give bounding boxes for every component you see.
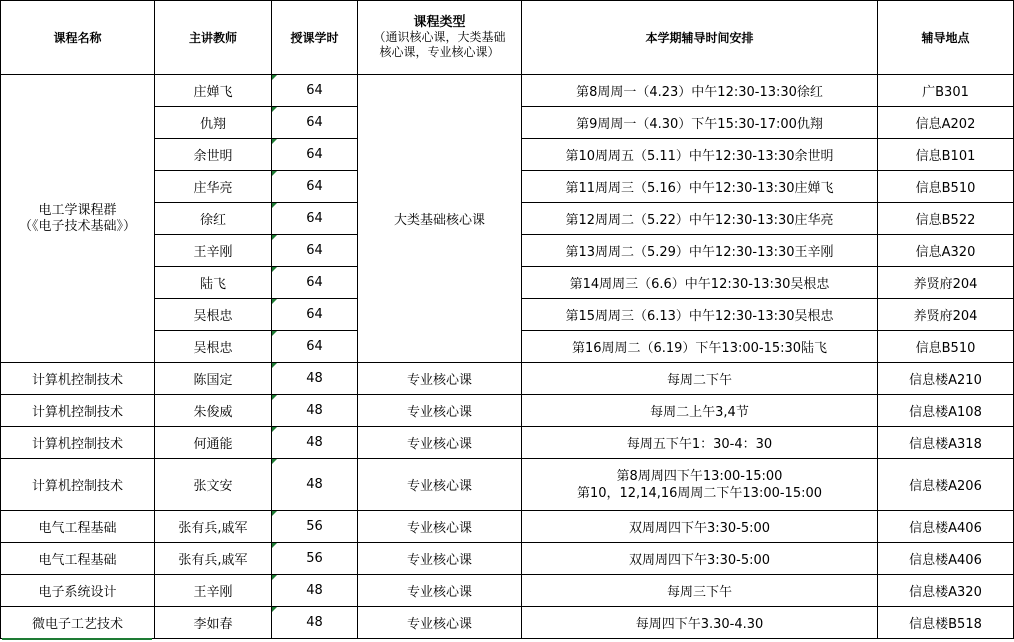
cell-hours[interactable]: 64 [272,299,358,331]
cell-schedule[interactable]: 第10周周五（5.11）中午12:30-13:30余世明 [522,139,878,171]
cell-hours[interactable]: 64 [272,267,358,299]
cell-course-type[interactable]: 专业核心课 [358,459,522,511]
cell-schedule[interactable]: 每周四下午3.30-4.30 [522,607,878,639]
cell-location[interactable]: 信息楼A320 [878,575,1014,607]
cell-hours[interactable]: 64 [272,235,358,267]
table-row [1,75,1014,107]
cell-location[interactable]: 信息B510 [878,171,1014,203]
course-group-name-line1: 电工学课程群 [38,202,117,218]
cell-teacher[interactable]: 王辛刚 [155,575,272,607]
cell-hours[interactable]: 48 [272,459,358,511]
cell-location[interactable]: 信息A202 [878,107,1014,139]
cell-schedule[interactable] [522,459,878,511]
cell-teacher[interactable]: 庄婵飞 [155,75,272,107]
cell-course[interactable]: 计算机控制技术 [1,459,155,511]
cell-hours[interactable]: 56 [272,543,358,575]
cell-hours[interactable]: 48 [272,427,358,459]
cell-schedule[interactable]: 第11周周三（5.16）中午12:30-13:30庄婵飞 [522,171,878,203]
cell-course-type-group[interactable]: 大类基础核心课 [358,75,522,363]
cell-course[interactable]: 计算机控制技术 [1,427,155,459]
cell-course-type[interactable]: 专业核心课 [358,363,522,395]
schedule-line-2: 第10，12,14,16周周二下午13:00-15:00 [576,485,823,501]
cell-location[interactable]: 信息楼A406 [878,511,1014,543]
table-row [1,459,1014,511]
cell-hours[interactable]: 64 [272,75,358,107]
cell-teacher[interactable]: 余世明 [155,139,272,171]
cell-schedule[interactable]: 第16周周二（6.19）下午13:00-15:30陆飞 [522,331,878,363]
cell-hours[interactable]: 64 [272,139,358,171]
cell-location[interactable]: 信息楼A318 [878,427,1014,459]
table-row [1,575,1014,607]
header-course-type[interactable] [358,1,522,75]
cell-teacher[interactable]: 何通能 [155,427,272,459]
table-row [1,543,1014,575]
cell-course-group[interactable] [1,75,155,363]
cell-hours[interactable]: 48 [272,575,358,607]
selection-border-fragment [2,638,152,640]
course-type-title: 课程类型 [413,15,466,30]
cell-location[interactable]: 广B301 [878,75,1014,107]
cell-teacher[interactable]: 王辛刚 [155,235,272,267]
cell-location[interactable]: 信息B510 [878,331,1014,363]
table-row [1,607,1014,639]
cell-hours[interactable]: 64 [272,203,358,235]
cell-schedule[interactable]: 每周二下午 [522,363,878,395]
cell-course[interactable]: 电气工程基础 [1,511,155,543]
schedule-line-1: 第8周周四下午13:00-15:00 [616,468,783,484]
cell-course[interactable]: 计算机控制技术 [1,363,155,395]
cell-location[interactable]: 信息楼A206 [878,459,1014,511]
cell-hours[interactable]: 64 [272,331,358,363]
cell-teacher[interactable]: 李如春 [155,607,272,639]
cell-teacher[interactable]: 朱俊威 [155,395,272,427]
table-row [1,363,1014,395]
cell-schedule[interactable]: 第15周周三（6.13）中午12:30-13:30吴根忠 [522,299,878,331]
header-location[interactable]: 辅导地点 [878,1,1014,75]
cell-location[interactable]: 信息楼A406 [878,543,1014,575]
cell-teacher[interactable]: 仇翔 [155,107,272,139]
cell-hours[interactable]: 48 [272,363,358,395]
cell-hours[interactable]: 64 [272,107,358,139]
course-group-name-line2: （《电子技术基础》） [18,218,136,234]
table-row [1,427,1014,459]
cell-hours[interactable]: 64 [272,171,358,203]
cell-course-type[interactable]: 专业核心课 [358,543,522,575]
cell-teacher[interactable]: 吴根忠 [155,331,272,363]
cell-schedule[interactable]: 第13周周二（5.29）中午12:30-13:30王辛刚 [522,235,878,267]
cell-schedule[interactable]: 双周周四下午3:30-5:00 [522,543,878,575]
cell-hours[interactable]: 56 [272,511,358,543]
cell-course[interactable]: 电子系统设计 [1,575,155,607]
cell-course-type[interactable]: 专业核心课 [358,607,522,639]
cell-location[interactable]: 信息楼A108 [878,395,1014,427]
cell-schedule[interactable]: 双周周四下午3:30-5:00 [522,511,878,543]
cell-location[interactable]: 信息A320 [878,235,1014,267]
cell-schedule[interactable]: 第12周周二（5.22）中午12:30-13:30庄华亮 [522,203,878,235]
header-teacher[interactable]: 主讲教师 [155,1,272,75]
cell-location[interactable]: 信息楼A210 [878,363,1014,395]
cell-schedule[interactable]: 第9周周一（4.30）下午15:30-17:00仇翔 [522,107,878,139]
cell-teacher[interactable]: 张文安 [155,459,272,511]
cell-schedule[interactable]: 每周三下午 [522,575,878,607]
cell-teacher[interactable]: 庄华亮 [155,171,272,203]
header-row [1,1,1014,75]
cell-schedule[interactable]: 每周二上午3,4节 [522,395,878,427]
cell-location[interactable]: 信息B101 [878,139,1014,171]
cell-schedule[interactable]: 第14周周三（6.6）中午12:30-13:30吴根忠 [522,267,878,299]
cell-course[interactable]: 计算机控制技术 [1,395,155,427]
cell-teacher[interactable]: 陈国定 [155,363,272,395]
cell-location[interactable]: 信息B522 [878,203,1014,235]
cell-course[interactable]: 电气工程基础 [1,543,155,575]
cell-hours[interactable]: 48 [272,607,358,639]
cell-course-type[interactable]: 专业核心课 [358,427,522,459]
cell-schedule[interactable]: 每周五下午1：30-4：30 [522,427,878,459]
header-schedule[interactable]: 本学期辅导时间安排 [522,1,878,75]
course-type-note-1: （通识核心课，大类基础 [373,30,506,44]
course-type-note-2: 核心课，专业核心课） [379,45,500,59]
cell-location[interactable]: 养贤府204 [878,299,1014,331]
cell-location[interactable]: 信息楼B518 [878,607,1014,639]
cell-teacher[interactable]: 陆飞 [155,267,272,299]
cell-teacher[interactable]: 张有兵,戚军 [155,543,272,575]
table-row [1,395,1014,427]
cell-course-type[interactable]: 专业核心课 [358,575,522,607]
cell-teacher[interactable]: 张有兵,戚军 [155,511,272,543]
table-row [1,511,1014,543]
cell-schedule[interactable]: 第8周周一（4.23）中午12:30-13:30徐红 [522,75,878,107]
cell-hours[interactable]: 48 [272,395,358,427]
header-hours[interactable]: 授课学时 [272,1,358,75]
cell-course-type[interactable]: 专业核心课 [358,511,522,543]
cell-course-type[interactable]: 专业核心课 [358,395,522,427]
cell-teacher[interactable]: 吴根忠 [155,299,272,331]
cell-course[interactable]: 微电子工艺技术 [1,607,155,639]
cell-teacher[interactable]: 徐红 [155,203,272,235]
cell-location[interactable]: 养贤府204 [878,267,1014,299]
header-course-name[interactable]: 课程名称 [1,1,155,75]
